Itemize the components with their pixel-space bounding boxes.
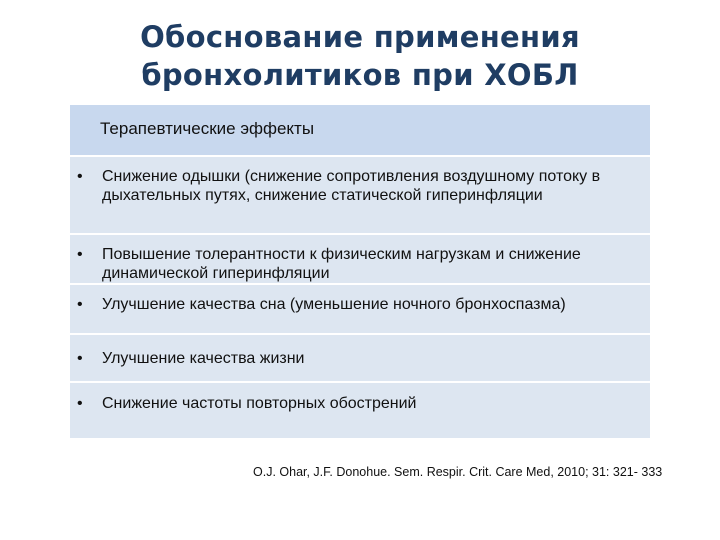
effect-item-text: Снижение частоты повторных обострений (102, 395, 417, 412)
slide-title-line-1: Обоснование применения (140, 20, 580, 54)
effects-table (70, 105, 650, 438)
table-header-row (70, 105, 650, 157)
bullet-icon: • (77, 168, 83, 185)
bullet-icon: • (77, 350, 83, 367)
citation-reference: O.J. Ohar, J.F. Donohue. Sem. Respir. Crit. Care Med, 2010; 31: 321- 333 (253, 465, 663, 479)
table-row (70, 335, 650, 383)
table-row (70, 235, 650, 285)
effect-item-text: Улучшение качества жизни (102, 350, 305, 367)
table-row (70, 157, 650, 235)
slide-title-line-2: бронхолитиков при ХОБЛ (141, 58, 579, 92)
bullet-icon: • (77, 296, 83, 313)
table-header: Терапевтические эффекты (100, 119, 315, 138)
bullet-icon: • (77, 395, 83, 412)
effect-item-text: Снижение одышки (снижение сопротивления воздушному потоку в дыхательных путях, снижение статической гиперинфляции (102, 168, 601, 204)
bullet-icon: • (77, 246, 83, 263)
table-row (70, 383, 650, 438)
effect-item-text: Повышение толерантности к физическим нагрузкам и снижение динамической гиперинфляции (102, 246, 581, 282)
table-row (70, 285, 650, 335)
effect-item-text: Улучшение качества сна (уменьшение ночного бронхоспазма) (102, 296, 566, 313)
slide-title (0, 18, 720, 94)
